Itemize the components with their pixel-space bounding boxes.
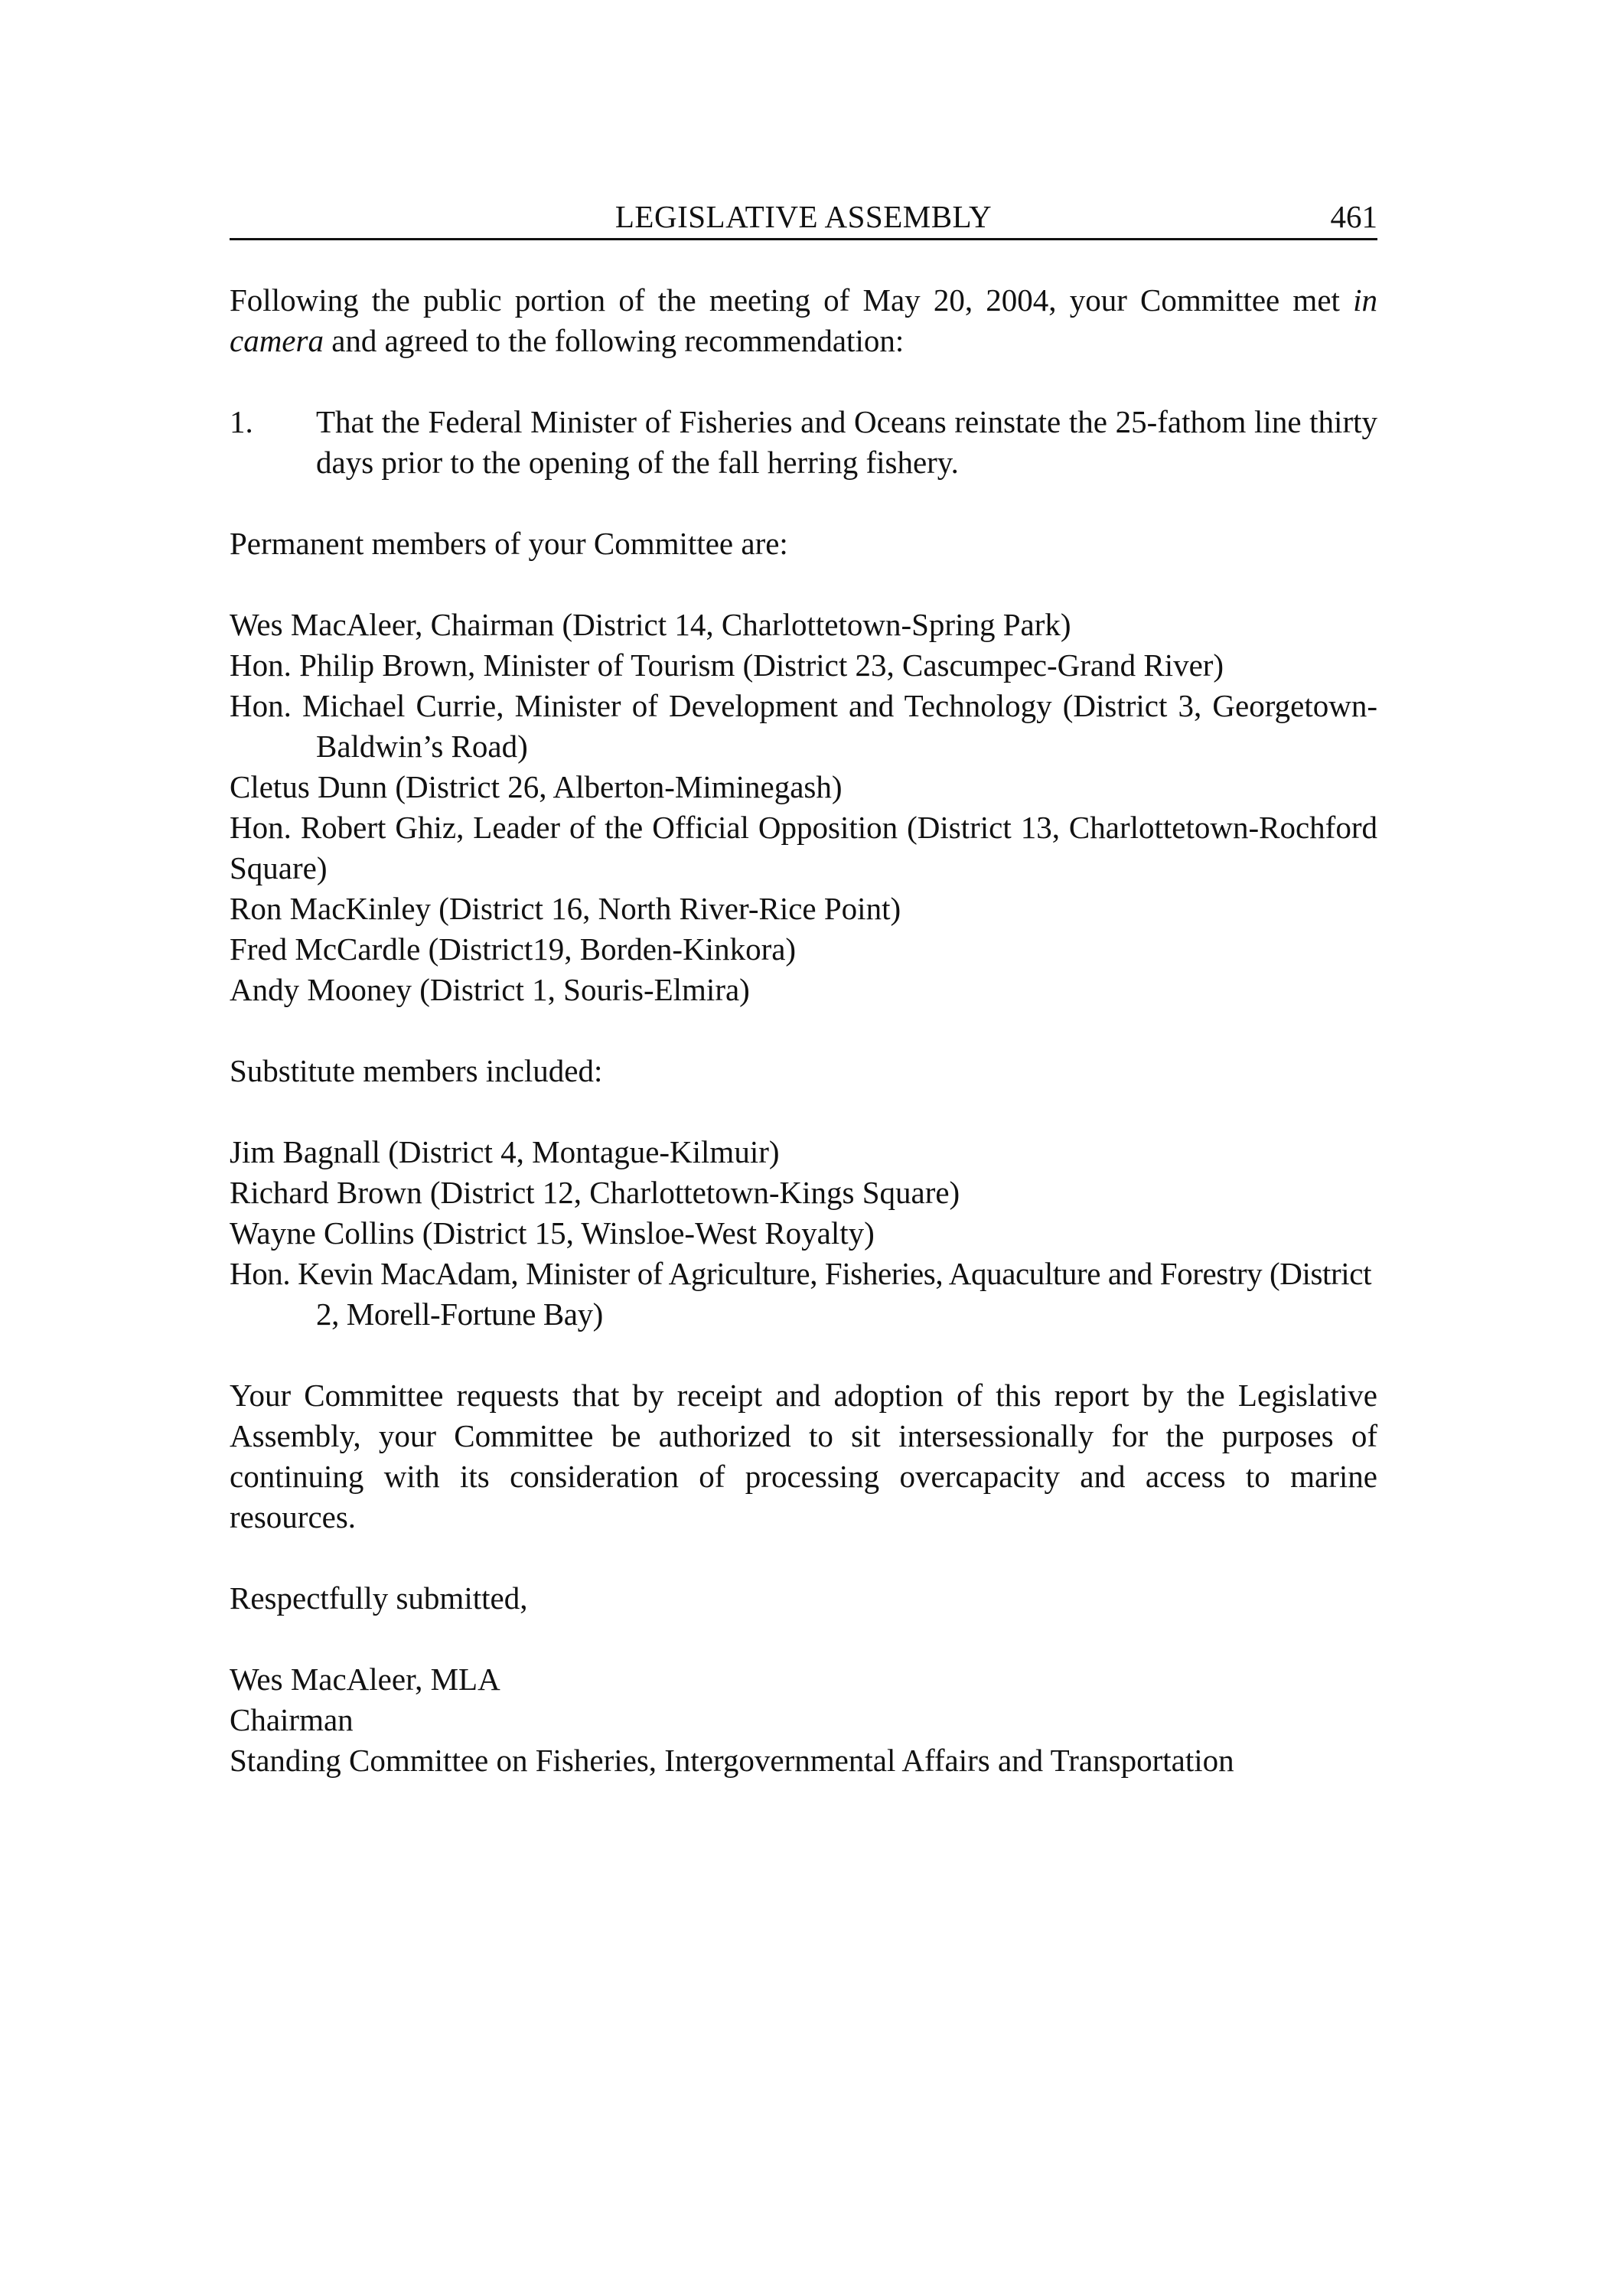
permanent-members-list xyxy=(230,605,1377,1010)
signature-title: Chairman xyxy=(230,1702,354,1737)
member-item: Wes MacAleer, Chairman (District 14, Charlottetown-Spring Park) xyxy=(230,607,1071,642)
permanent-members-heading: Permanent members of your Committee are: xyxy=(230,526,788,561)
signature-committee: Standing Committee on Fisheries, Intergovernmental Affairs and Transportation xyxy=(230,1743,1234,1778)
member-item: Hon. Michael Currie, Minister of Development and Technology (District 3, Georgetown-Baldwin’s Road) xyxy=(230,688,1377,764)
signature-block xyxy=(230,1659,1377,1781)
substitute-item: Wayne Collins (District 15, Winsloe-West Royalty) xyxy=(230,1215,875,1251)
intro-text-start: Following the public portion of the meeting of May 20, 2004, your Committee met xyxy=(230,282,1354,318)
intro-text-end: and agreed to the following recommendation: xyxy=(323,323,905,358)
recommendation-text: That the Federal Minister of Fisheries and Oceans reinstate the 25-fathom line thirty days prior to the opening of the fall herring fishery. xyxy=(316,404,1377,480)
recommendation-item xyxy=(230,402,1377,483)
page-number: 461 xyxy=(1330,199,1377,234)
substitute-item: Hon. Kevin MacAdam, Minister of Agriculture, Fisheries, Aquaculture and Forestry (District 2, Morell-Fortune Bay) xyxy=(230,1256,1372,1332)
substitute-members-heading: Substitute members included: xyxy=(230,1053,603,1088)
member-item: Ron MacKinley (District 16, North River-Rice Point) xyxy=(230,891,901,926)
member-item: Cletus Dunn (District 26, Alberton-Miminegash) xyxy=(230,769,843,804)
document-page xyxy=(230,195,1377,1781)
member-item: Hon. Philip Brown, Minister of Tourism (District 23, Cascumpec-Grand River) xyxy=(230,647,1224,683)
member-item: Fred McCardle (District19, Borden-Kinkora) xyxy=(230,931,797,967)
member-item: Andy Mooney (District 1, Souris-Elmira) xyxy=(230,972,750,1007)
report-body xyxy=(230,280,1377,1781)
intro-paragraph xyxy=(230,280,1377,361)
intro-italic: in camera xyxy=(230,282,1377,358)
request-paragraph: Your Committee requests that by receipt and adoption of this report by the Legislative Assembly, your Committee be authorized to sit intersessionally for the purposes of continuing with its consideration of processing overcapacity and access to marine resources. xyxy=(230,1378,1377,1534)
running-header xyxy=(230,195,1377,240)
substitute-members-list xyxy=(230,1132,1377,1335)
substitute-item: Richard Brown (District 12, Charlottetown-Kings Square) xyxy=(230,1175,960,1210)
member-item: Hon. Robert Ghiz, Leader of the Official Opposition (District 13, Charlottetown-Rochford Square) xyxy=(230,810,1377,885)
signature-name: Wes MacAleer, MLA xyxy=(230,1662,500,1697)
header-title: LEGISLATIVE ASSEMBLY xyxy=(614,199,993,234)
substitute-item: Jim Bagnall (District 4, Montague-Kilmuir) xyxy=(230,1134,780,1169)
recommendation-number: 1. xyxy=(230,404,253,439)
closing-line: Respectfully submitted, xyxy=(230,1580,528,1616)
